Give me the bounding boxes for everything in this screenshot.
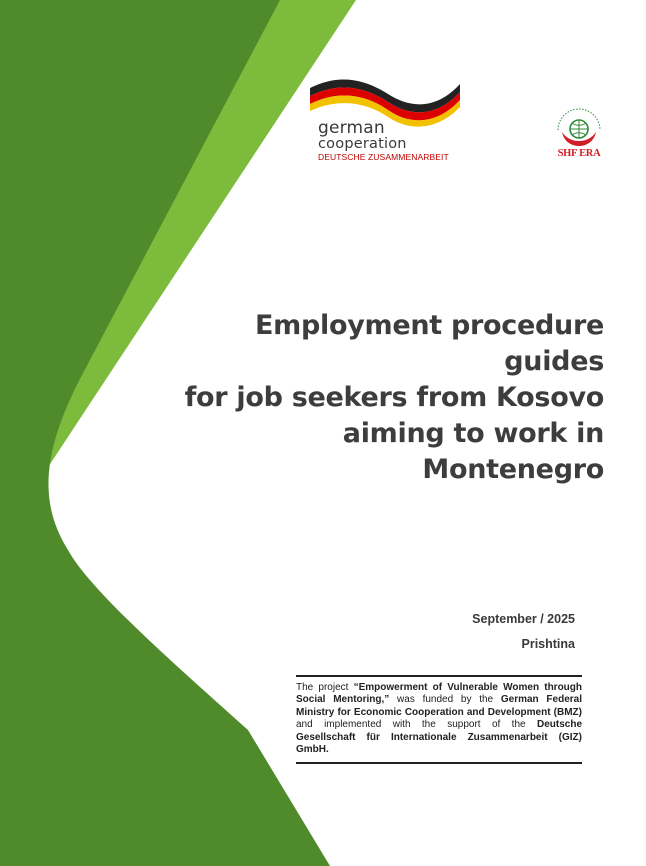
title-line-2: for job seekers from Kosovo (184, 382, 604, 413)
project-name: “Empowerment of Vulnerable Women through Social Mentoring,” (296, 682, 583, 706)
publication-place: Prishtina (521, 637, 575, 651)
logo-text-german: german (318, 118, 385, 138)
document-title (164, 308, 604, 488)
shf-era-logo (548, 108, 610, 160)
funding-text-2: was funded by the (389, 694, 501, 706)
funding-text-3: and implemented with the support of the (296, 719, 537, 731)
funding-text-1: The project (296, 682, 354, 693)
logo-text-deutsche-zusammenarbeit: DEUTSCHE ZUSAMMENARBEIT (318, 152, 449, 162)
publication-date: September / 2025 (472, 612, 575, 626)
title-line-1: Employment procedure guides (255, 310, 604, 377)
funding-statement (296, 675, 582, 764)
implementer-name: Deutsche Gesellschaft für Internationale Zusammenarbeit (GIZ) GmbH. (296, 719, 582, 756)
funder-name: German Federal Ministry for Economic Cooperation and Development (BMZ) (296, 694, 582, 718)
logo-text-cooperation: cooperation (318, 136, 407, 152)
german-cooperation-logo (308, 74, 468, 164)
shf-era-text: SHF ERA (557, 148, 601, 159)
title-line-3: aiming to work in Montenegro (342, 418, 604, 485)
